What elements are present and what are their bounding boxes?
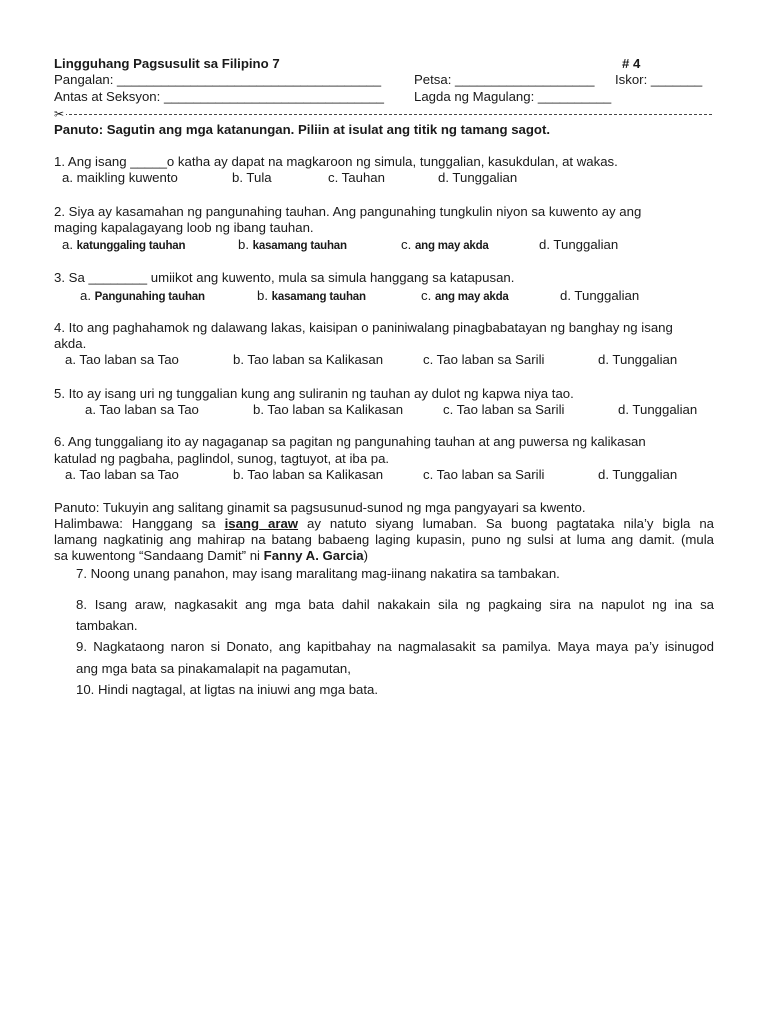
q3-choice-c-letter: c. xyxy=(421,288,432,303)
item-7: 7. Noong unang panahon, may isang maralitang mag-iinang nakatira sa tambakan. xyxy=(76,566,560,581)
question-4-stem-line2: akda. xyxy=(54,336,87,351)
q4-choice-a: a. Tao laban sa Tao xyxy=(65,352,179,367)
q4-choice-b: b. Tao laban sa Kalikasan xyxy=(233,352,384,367)
q2-choice-c xyxy=(401,237,489,254)
q4-choice-d: d. Tunggalian xyxy=(598,352,678,367)
cut-line-divider xyxy=(54,114,712,115)
q2-choice-a xyxy=(62,237,185,254)
question-5-stem: 5. Ito ay isang uri ng tunggalian kung ang suliranin ng tauhan ay dulot ng kapwa niya tao. xyxy=(54,386,574,401)
q2-choice-d: d. Tunggalian xyxy=(539,237,619,252)
halimbawa-line1-rest: ay natuto siyang lumaban. Sa buong pagtataka nila’y bigla na xyxy=(298,516,714,531)
q3-choice-a-text: Pangunahing tauhan xyxy=(94,291,205,303)
q3-choice-b-text: kasamang tauhan xyxy=(271,291,366,303)
pangalan-field[interactable]: Pangalan: ____________________________________ xyxy=(54,72,382,87)
q3-choice-b-letter: b. xyxy=(257,288,268,303)
q2-choice-b xyxy=(238,237,347,254)
q1-choice-a: a. maikling kuwento xyxy=(62,170,178,185)
item-9-line2: ang mga bata sa pinakamalapit na pagamutan, xyxy=(76,661,351,676)
worksheet-title: Lingguhang Pagsusulit sa Filipino 7 xyxy=(54,56,280,71)
question-6-stem-line1: 6. Ang tunggaliang ito ay nagaganap sa pagitan ng pangunahing tauhan at ang puwersa ng kalikasan xyxy=(54,434,646,449)
q3-choice-a-letter: a. xyxy=(80,288,91,303)
quiz-number: # 4 xyxy=(622,56,641,71)
panuto-instruction: Panuto: Sagutin ang mga katanungan. Piliin at isulat ang titik ng tamang sagot. xyxy=(54,122,551,137)
q6-choice-a: a. Tao laban sa Tao xyxy=(65,467,179,482)
halimbawa-line2: lamang nagkatinig ang mahirap na batang babaeng laging kupasin, puno ng sulsi at luma ang damit. (mula xyxy=(54,532,714,547)
iskor-field[interactable]: Iskor: _______ xyxy=(615,72,703,87)
item-10: 10. Hindi nagtagal, at ligtas na iniuwi ang mga bata. xyxy=(76,682,379,697)
item-9-line1: 9. Nagkataong naron si Donato, ang kapitbahay na nagmalasakit sa pamilya. Maya maya pa’y isinugod xyxy=(76,639,714,654)
q5-choice-c: c. Tao laban sa Sarili xyxy=(443,402,565,417)
q2-choice-c-text: ang may akda xyxy=(414,240,489,252)
q2-choice-b-text: kasamang tauhan xyxy=(252,240,347,252)
isang-araw-emphasis: isang araw xyxy=(224,516,299,531)
lagda-magulang-field[interactable]: Lagda ng Magulang: __________ xyxy=(414,89,612,104)
antas-seksyon-field[interactable]: Antas at Seksyon: ______________________________ xyxy=(54,89,384,104)
scissor-icon: ✂ xyxy=(54,107,65,121)
author-name: Fanny A. Garcia xyxy=(263,548,364,563)
question-4-stem-line1: 4. Ito ang paghahamok ng dalawang lakas, kaisipan o paniniwalang pinagbabatayan ng banghay ng isang xyxy=(54,320,673,335)
q3-choice-c xyxy=(421,288,509,305)
q5-choice-a: a. Tao laban sa Tao xyxy=(85,402,199,417)
question-1-stem: 1. Ang isang _____o katha ay dapat na magkaroon ng simula, tunggalian, kasukdulan, at wakas. xyxy=(54,154,618,169)
halimbawa-close: ) xyxy=(363,548,368,563)
halimbawa-line1 xyxy=(54,516,714,532)
q6-choice-b: b. Tao laban sa Kalikasan xyxy=(233,467,384,482)
panuto-2-instruction: Panuto: Tukuyin ang salitang ginamit sa pagsusunud-sunod ng mga pangyayari sa kwento. xyxy=(54,500,586,515)
petsa-field[interactable]: Petsa: ___________________ xyxy=(414,72,595,87)
q2-choice-a-letter: a. xyxy=(62,237,73,252)
q1-choice-c: c. Tauhan xyxy=(328,170,385,185)
item-8-line1: 8. Isang araw, nagkasakit ang mga bata dahil nakakain sila ng pagkaing sira na napulot ng ina sa xyxy=(76,597,714,612)
question-3-stem: 3. Sa ________ umiikot ang kuwento, mula sa simula hanggang sa katapusan. xyxy=(54,270,515,285)
question-6-stem-line2: katulad ng pagbaha, paglindol, sunog, tagtuyot, at iba pa. xyxy=(54,451,390,466)
q5-choice-b: b. Tao laban sa Kalikasan xyxy=(253,402,404,417)
question-2-stem-line1: 2. Siya ay kasamahan ng pangunahing tauhan. Ang pangunahing tungkulin niyon sa kuwento ay ang xyxy=(54,204,642,219)
item-8-line2: tambakan. xyxy=(76,618,138,633)
q5-choice-d: d. Tunggalian xyxy=(618,402,698,417)
halimbawa-source: sa kuwentong “Sandaang Damit” ni xyxy=(54,548,264,563)
q4-choice-c: c. Tao laban sa Sarili xyxy=(423,352,545,367)
question-2-stem-line2: maging kapalagayang loob ng ibang tauhan. xyxy=(54,220,314,235)
q3-choice-c-text: ang may akda xyxy=(434,291,509,303)
halimbawa-line3 xyxy=(54,548,368,564)
q1-choice-b: b. Tula xyxy=(232,170,272,185)
halimbawa-label: Halimbawa: Hanggang sa xyxy=(54,516,225,531)
q2-choice-b-letter: b. xyxy=(238,237,249,252)
q3-choice-b xyxy=(257,288,366,305)
q2-choice-a-text: katunggaling tauhan xyxy=(76,240,186,252)
q3-choice-a xyxy=(80,288,205,305)
q6-choice-c: c. Tao laban sa Sarili xyxy=(423,467,545,482)
q1-choice-d: d. Tunggalian xyxy=(438,170,518,185)
q6-choice-d: d. Tunggalian xyxy=(598,467,678,482)
q3-choice-d: d. Tunggalian xyxy=(560,288,640,303)
q2-choice-c-letter: c. xyxy=(401,237,412,252)
